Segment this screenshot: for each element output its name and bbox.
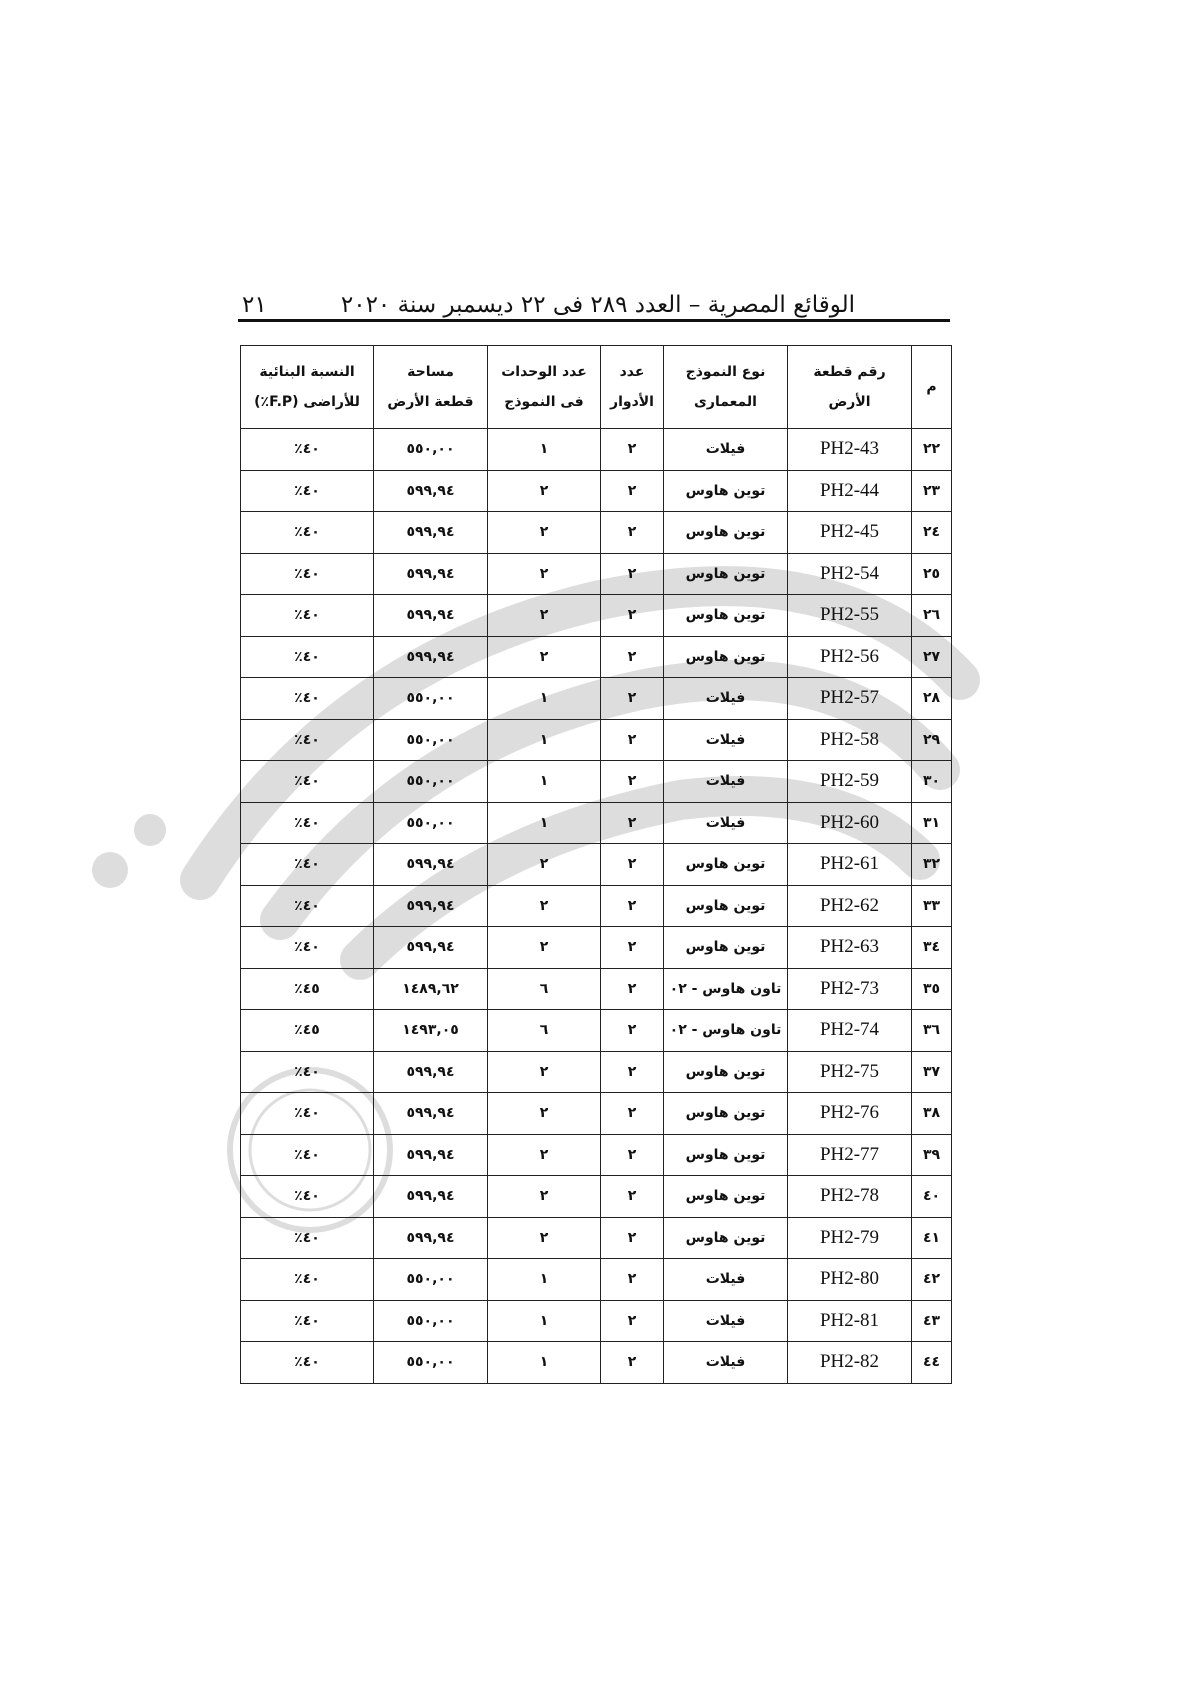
cell-plot-number: PH2-62: [788, 885, 912, 927]
cell-model-type: توين هاوس: [664, 1134, 788, 1176]
cell-units: ٢: [488, 1051, 601, 1093]
cell-building-ratio: ٤٠٪: [241, 927, 374, 969]
cell-model-type: فيلات: [664, 719, 788, 761]
table-row: [241, 968, 952, 1010]
cell-model-type: توين هاوس: [664, 1176, 788, 1218]
cell-units: ٢: [488, 1217, 601, 1259]
cell-model-type: فيلات: [664, 429, 788, 471]
cell-building-ratio: ٤٠٪: [241, 761, 374, 803]
cell-building-ratio: ٤٠٪: [241, 844, 374, 886]
cell-area: ٥٩٩,٩٤: [374, 512, 488, 554]
cell-plot-number: PH2-81: [788, 1300, 912, 1342]
page-header: [238, 270, 950, 318]
cell-area: ٥٥٠,٠٠: [374, 761, 488, 803]
cell-index: ٣٧: [912, 1051, 952, 1093]
table-row: [241, 1093, 952, 1135]
cell-plot-number: PH2-79: [788, 1217, 912, 1259]
cell-model-type: توين هاوس: [664, 844, 788, 886]
table-row: [241, 844, 952, 886]
cell-model-type: توين هاوس: [664, 1093, 788, 1135]
gazette-title: الوقائع المصرية – العدد ٢٨٩ فى ٢٢ ديسمبر سنة ٢٠٢٠: [340, 292, 855, 318]
cell-units: ٢: [488, 885, 601, 927]
cell-floors: ٢: [601, 885, 664, 927]
cell-building-ratio: ٤٠٪: [241, 1259, 374, 1301]
cell-area: ٥٥٠,٠٠: [374, 1259, 488, 1301]
cell-index: ٢٢: [912, 429, 952, 471]
cell-plot-number: PH2-78: [788, 1176, 912, 1218]
cell-plot-number: PH2-57: [788, 678, 912, 720]
cell-index: ٤٣: [912, 1300, 952, 1342]
cell-floors: ٢: [601, 553, 664, 595]
cell-area: ٥٩٩,٩٤: [374, 927, 488, 969]
cell-index: ٢٣: [912, 470, 952, 512]
header-plot-number: رقم قطعة الأرض: [788, 346, 912, 429]
header-model-type: نوع النموذج المعمارى: [664, 346, 788, 429]
cell-plot-number: PH2-63: [788, 927, 912, 969]
table-row: [241, 429, 952, 471]
cell-area: ٥٩٩,٩٤: [374, 1217, 488, 1259]
cell-plot-number: PH2-60: [788, 802, 912, 844]
cell-area: ٥٥٠,٠٠: [374, 719, 488, 761]
cell-model-type: توين هاوس: [664, 1217, 788, 1259]
table-row: [241, 1259, 952, 1301]
cell-units: ١: [488, 429, 601, 471]
cell-floors: ٢: [601, 968, 664, 1010]
cell-area: ٥٩٩,٩٤: [374, 1134, 488, 1176]
cell-area: ٥٥٠,٠٠: [374, 429, 488, 471]
cell-area: ٥٩٩,٩٤: [374, 470, 488, 512]
cell-floors: ٢: [601, 1217, 664, 1259]
cell-building-ratio: ٤٠٪: [241, 1134, 374, 1176]
cell-building-ratio: ٤٠٪: [241, 512, 374, 554]
table-row: [241, 470, 952, 512]
cell-area: ٥٥٠,٠٠: [374, 678, 488, 720]
cell-floors: ٢: [601, 1300, 664, 1342]
cell-area: ٥٥٠,٠٠: [374, 802, 488, 844]
cell-index: ٢٩: [912, 719, 952, 761]
page-number: ٢١: [242, 292, 267, 318]
cell-building-ratio: ٤٠٪: [241, 636, 374, 678]
table-header-row: [241, 346, 952, 429]
cell-area: ٥٩٩,٩٤: [374, 553, 488, 595]
table-row: [241, 761, 952, 803]
cell-model-type: توين هاوس: [664, 1051, 788, 1093]
cell-units: ٢: [488, 470, 601, 512]
cell-index: ٣١: [912, 802, 952, 844]
cell-floors: ٢: [601, 1134, 664, 1176]
table-row: [241, 1051, 952, 1093]
cell-building-ratio: ٤٠٪: [241, 802, 374, 844]
cell-units: ١: [488, 1259, 601, 1301]
table-row: [241, 927, 952, 969]
header-building-ratio: النسبة البنائية للأراضى (F.P٪): [241, 346, 374, 429]
plots-table: [240, 345, 952, 1384]
cell-building-ratio: ٤٥٪: [241, 968, 374, 1010]
cell-units: ١: [488, 761, 601, 803]
table-row: [241, 678, 952, 720]
cell-units: ٢: [488, 512, 601, 554]
cell-model-type: فيلات: [664, 761, 788, 803]
cell-area: ٥٩٩,٩٤: [374, 1093, 488, 1135]
cell-units: ٢: [488, 636, 601, 678]
table-row: [241, 512, 952, 554]
cell-plot-number: PH2-61: [788, 844, 912, 886]
cell-building-ratio: ٤٠٪: [241, 1176, 374, 1218]
cell-floors: ٢: [601, 595, 664, 637]
cell-model-type: فيلات: [664, 1300, 788, 1342]
header-index: م: [912, 346, 952, 429]
table-row: [241, 1342, 952, 1384]
cell-building-ratio: ٤٠٪: [241, 719, 374, 761]
cell-floors: ٢: [601, 1342, 664, 1384]
cell-building-ratio: ٤٠٪: [241, 678, 374, 720]
cell-units: ١: [488, 1342, 601, 1384]
cell-floors: ٢: [601, 719, 664, 761]
cell-units: ١: [488, 719, 601, 761]
cell-plot-number: PH2-80: [788, 1259, 912, 1301]
cell-model-type: توين هاوس: [664, 512, 788, 554]
cell-area: ١٤٩٣,٠٥: [374, 1010, 488, 1052]
cell-model-type: توين هاوس: [664, 470, 788, 512]
table-row: [241, 1300, 952, 1342]
table-row: [241, 1176, 952, 1218]
cell-area: ٥٩٩,٩٤: [374, 885, 488, 927]
cell-model-type: توين هاوس: [664, 636, 788, 678]
table-row: [241, 595, 952, 637]
header-rule: [238, 319, 950, 322]
cell-index: ٤١: [912, 1217, 952, 1259]
cell-plot-number: PH2-44: [788, 470, 912, 512]
cell-plot-number: PH2-56: [788, 636, 912, 678]
cell-units: ٢: [488, 927, 601, 969]
cell-building-ratio: ٤٠٪: [241, 1093, 374, 1135]
cell-floors: ٢: [601, 678, 664, 720]
cell-model-type: فيلات: [664, 678, 788, 720]
cell-index: ٣٣: [912, 885, 952, 927]
cell-building-ratio: ٤٠٪: [241, 595, 374, 637]
cell-units: ٢: [488, 844, 601, 886]
cell-index: ٤٤: [912, 1342, 952, 1384]
cell-floors: ٢: [601, 927, 664, 969]
cell-floors: ٢: [601, 761, 664, 803]
cell-model-type: توين هاوس: [664, 595, 788, 637]
cell-plot-number: PH2-82: [788, 1342, 912, 1384]
cell-plot-number: PH2-75: [788, 1051, 912, 1093]
table-row: [241, 719, 952, 761]
cell-floors: ٢: [601, 512, 664, 554]
cell-floors: ٢: [601, 1051, 664, 1093]
cell-building-ratio: ٤٠٪: [241, 1217, 374, 1259]
cell-index: ٣٤: [912, 927, 952, 969]
header-area: مساحة قطعة الأرض: [374, 346, 488, 429]
cell-area: ٥٩٩,٩٤: [374, 1051, 488, 1093]
cell-area: ٥٥٠,٠٠: [374, 1342, 488, 1384]
cell-plot-number: PH2-76: [788, 1093, 912, 1135]
cell-units: ١: [488, 802, 601, 844]
cell-floors: ٢: [601, 470, 664, 512]
table-row: [241, 1134, 952, 1176]
cell-area: ٥٥٠,٠٠: [374, 1300, 488, 1342]
cell-building-ratio: ٤٠٪: [241, 1300, 374, 1342]
cell-floors: ٢: [601, 844, 664, 886]
cell-units: ٢: [488, 553, 601, 595]
cell-index: ٤٢: [912, 1259, 952, 1301]
cell-index: ٣٥: [912, 968, 952, 1010]
cell-floors: ٢: [601, 1010, 664, 1052]
header-floors: عدد الأدوار: [601, 346, 664, 429]
cell-plot-number: PH2-45: [788, 512, 912, 554]
cell-area: ٥٩٩,٩٤: [374, 1176, 488, 1218]
cell-plot-number: PH2-55: [788, 595, 912, 637]
cell-building-ratio: ٤٠٪: [241, 1342, 374, 1384]
header-units: عدد الوحدات فى النموذج: [488, 346, 601, 429]
cell-model-type: فيلات: [664, 802, 788, 844]
cell-index: ٤٠: [912, 1176, 952, 1218]
cell-model-type: فيلات: [664, 1259, 788, 1301]
cell-area: ٥٩٩,٩٤: [374, 636, 488, 678]
cell-units: ٢: [488, 1093, 601, 1135]
cell-index: ٢٥: [912, 553, 952, 595]
cell-plot-number: PH2-74: [788, 1010, 912, 1052]
cell-floors: ٢: [601, 429, 664, 471]
cell-model-type: توين هاوس: [664, 885, 788, 927]
cell-floors: ٢: [601, 1176, 664, 1218]
cell-units: ١: [488, 678, 601, 720]
cell-model-type: توين هاوس: [664, 927, 788, 969]
table-row: [241, 802, 952, 844]
cell-model-type: تاون هاوس - ٠٢: [664, 968, 788, 1010]
cell-units: ١: [488, 1300, 601, 1342]
cell-building-ratio: ٤٥٪: [241, 1010, 374, 1052]
table-row: [241, 1217, 952, 1259]
cell-plot-number: PH2-77: [788, 1134, 912, 1176]
cell-model-type: توين هاوس: [664, 553, 788, 595]
cell-plot-number: PH2-58: [788, 719, 912, 761]
cell-plot-number: PH2-73: [788, 968, 912, 1010]
cell-index: ٣٦: [912, 1010, 952, 1052]
cell-index: ٣٩: [912, 1134, 952, 1176]
cell-index: ٣٨: [912, 1093, 952, 1135]
cell-area: ٥٩٩,٩٤: [374, 844, 488, 886]
cell-floors: ٢: [601, 1259, 664, 1301]
cell-index: ٢٤: [912, 512, 952, 554]
cell-plot-number: PH2-54: [788, 553, 912, 595]
cell-units: ٢: [488, 1134, 601, 1176]
cell-plot-number: PH2-43: [788, 429, 912, 471]
cell-area: ٥٩٩,٩٤: [374, 595, 488, 637]
cell-building-ratio: ٤٠٪: [241, 429, 374, 471]
cell-units: ٦: [488, 968, 601, 1010]
cell-units: ٢: [488, 1176, 601, 1218]
cell-floors: ٢: [601, 1093, 664, 1135]
cell-units: ٢: [488, 595, 601, 637]
table-row: [241, 885, 952, 927]
cell-model-type: فيلات: [664, 1342, 788, 1384]
table-row: [241, 553, 952, 595]
cell-floors: ٢: [601, 802, 664, 844]
cell-index: ٢٦: [912, 595, 952, 637]
cell-building-ratio: ٤٠٪: [241, 553, 374, 595]
cell-plot-number: PH2-59: [788, 761, 912, 803]
cell-area: ١٤٨٩,٦٢: [374, 968, 488, 1010]
cell-building-ratio: ٤٠٪: [241, 470, 374, 512]
cell-index: ٢٨: [912, 678, 952, 720]
cell-floors: ٢: [601, 636, 664, 678]
table-row: [241, 636, 952, 678]
cell-index: ٢٧: [912, 636, 952, 678]
cell-index: ٣٢: [912, 844, 952, 886]
cell-building-ratio: ٤٠٪: [241, 885, 374, 927]
cell-index: ٣٠: [912, 761, 952, 803]
cell-building-ratio: ٤٠٪: [241, 1051, 374, 1093]
table-row: [241, 1010, 952, 1052]
cell-model-type: تاون هاوس - ٠٢: [664, 1010, 788, 1052]
cell-units: ٦: [488, 1010, 601, 1052]
